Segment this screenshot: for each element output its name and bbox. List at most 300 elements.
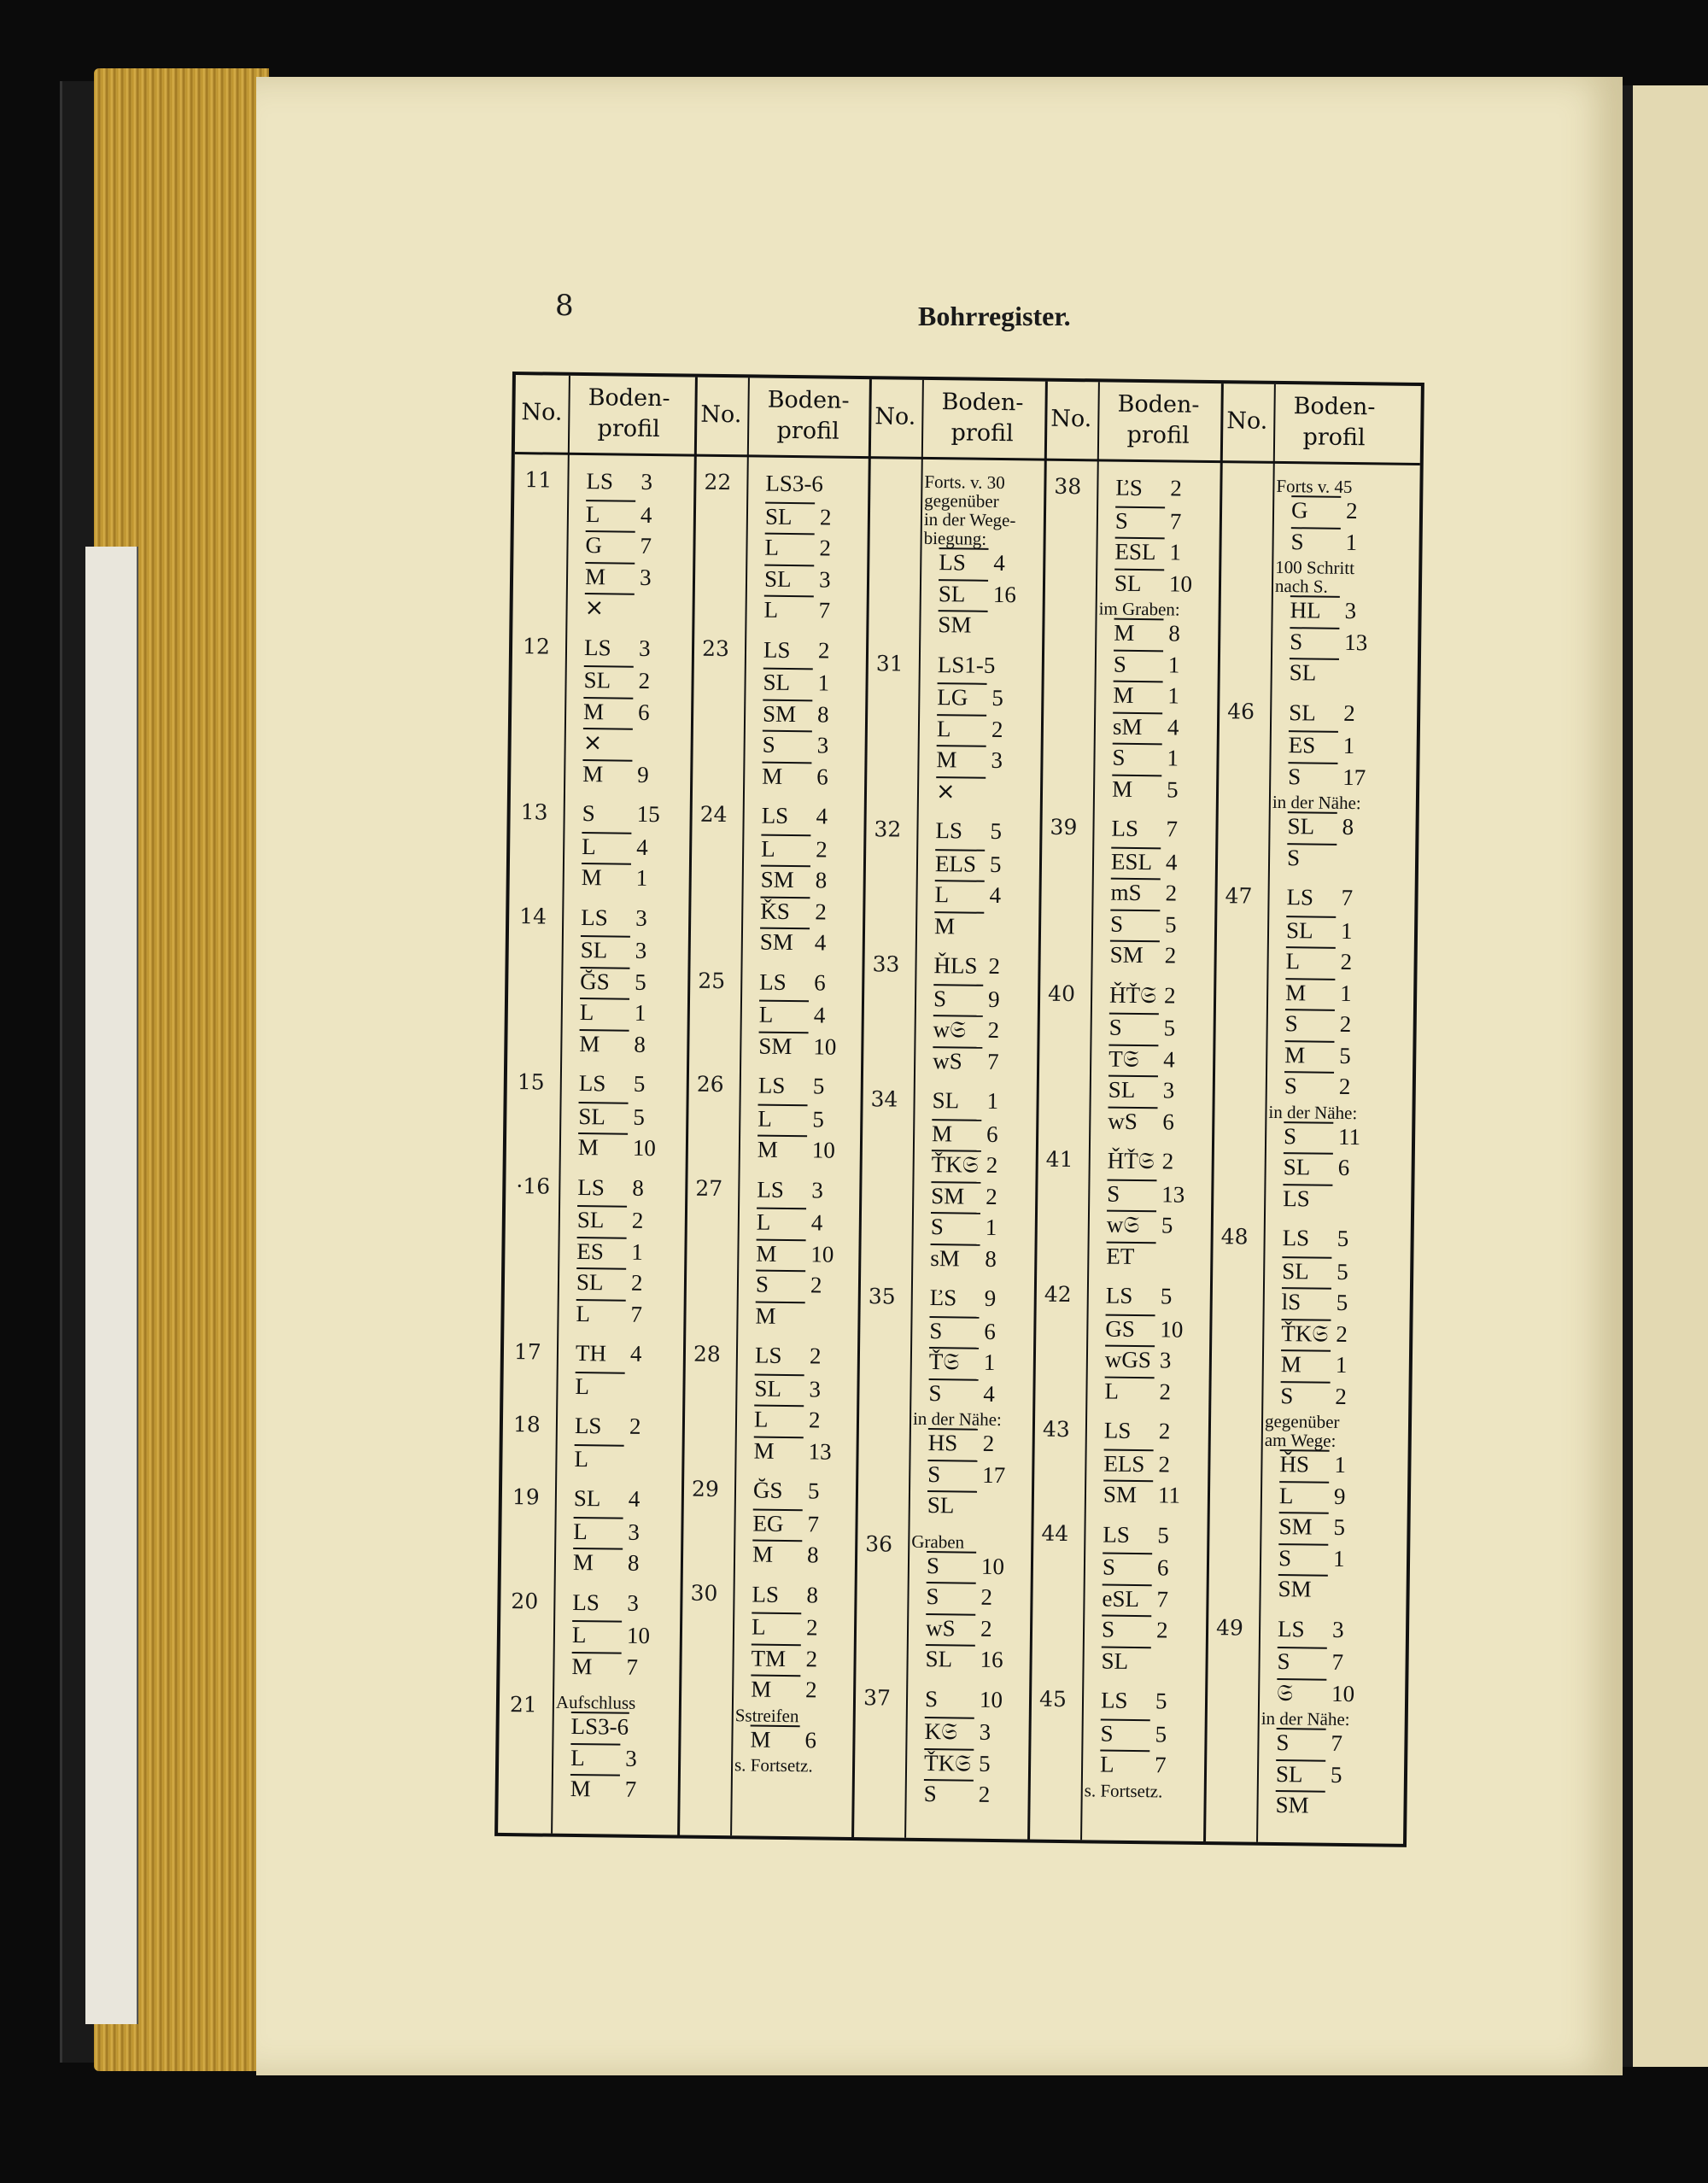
- layer-symbol: LS: [1282, 1225, 1310, 1251]
- borehole-number: 47: [1225, 883, 1253, 909]
- layer-symbol: LS: [574, 1412, 602, 1439]
- layer-thickness: 10: [813, 1033, 837, 1060]
- layer-thickness: 2: [1159, 1378, 1172, 1405]
- header-bodenprofil: [568, 376, 690, 453]
- profile-layer: [584, 593, 634, 622]
- layer-symbol: ȞŤ𝔖: [1108, 981, 1157, 1008]
- layer-thickness: 3: [635, 937, 647, 963]
- profile-layer: [937, 682, 1003, 711]
- profile-layer: [754, 1405, 821, 1434]
- profile-layer: [1104, 1418, 1171, 1445]
- layer-thickness: 13: [808, 1437, 832, 1465]
- header-no: No.: [521, 399, 563, 426]
- profile-layer: [755, 1301, 804, 1330]
- layer-thickness: 2: [1163, 981, 1176, 1009]
- layer-symbol: S: [1110, 909, 1160, 938]
- layer-symbol: S: [1107, 1179, 1156, 1208]
- borehole-number: 12: [522, 633, 551, 659]
- profile-layer: [936, 776, 986, 805]
- layer-symbol: M: [1113, 681, 1162, 710]
- layer-symbol: L: [757, 1103, 807, 1132]
- header-no: No.: [1050, 405, 1092, 433]
- layer-thickness: 1: [985, 1214, 997, 1241]
- profile-layer: [752, 1540, 819, 1569]
- layer-thickness: 6: [1162, 1108, 1175, 1135]
- layer-symbol: sM: [1113, 711, 1162, 740]
- profile-layer: [753, 1478, 820, 1505]
- layer-thickness: 3: [628, 1519, 640, 1545]
- profile-layer: [1290, 658, 1339, 687]
- profile-layer: [938, 610, 987, 639]
- layer-thickness: 3: [1344, 597, 1357, 624]
- layer-thickness: 2: [817, 636, 830, 664]
- layer-symbol: in der Nähe:: [1268, 1101, 1358, 1123]
- header-bodenprofil: [1097, 382, 1220, 459]
- layer-thickness: 1: [1345, 529, 1358, 555]
- layer-thickness: 2: [819, 535, 832, 561]
- profile-layer: [575, 1413, 641, 1440]
- profile-layer: [1107, 1210, 1173, 1240]
- profile-layer: [1103, 1553, 1169, 1582]
- layer-thickness: 2: [809, 1343, 822, 1369]
- header-bodenprofil-line2: profil: [597, 415, 660, 443]
- layer-symbol: 𝔖: [1277, 1678, 1326, 1708]
- layer-symbol: S: [924, 1685, 939, 1712]
- layer-symbol: S: [1290, 627, 1339, 656]
- layer-symbol: L: [1100, 1750, 1149, 1779]
- layer-thickness: 8: [627, 1549, 640, 1576]
- borehole-number: 27: [695, 1175, 723, 1201]
- layer-symbol: in der Nähe:: [1272, 791, 1361, 814]
- profile-layer: [1105, 1314, 1183, 1343]
- layer-symbol: L: [575, 1371, 624, 1400]
- layer-symbol: SL: [1290, 658, 1339, 687]
- profile-note: [734, 1755, 813, 1775]
- profile-layer: [752, 1508, 819, 1537]
- layer-thickness: 10: [811, 1137, 836, 1163]
- layer-symbol: SM: [763, 699, 812, 728]
- no-column-rule: [904, 380, 924, 1838]
- header-bodenprofil-line2: profil: [951, 419, 1014, 448]
- header-no: No.: [1226, 407, 1268, 435]
- layer-symbol: S: [926, 1582, 975, 1611]
- layer-thickness: 8: [816, 700, 829, 728]
- no-column-rule: [730, 377, 750, 1835]
- layer-symbol: L: [759, 1000, 809, 1029]
- layer-symbol: L: [582, 832, 631, 861]
- layer-symbol: M: [579, 1029, 629, 1058]
- borehole-number: 40: [1047, 980, 1076, 1006]
- layer-symbol: LS: [583, 634, 611, 660]
- layer-thickness: 8: [985, 1245, 997, 1272]
- profile-layer: [758, 1031, 836, 1060]
- layer-symbol: SL: [765, 501, 815, 530]
- layer-symbol: SM: [761, 865, 810, 894]
- profile-layer: [570, 1712, 629, 1741]
- layer-thickness: 7: [1331, 1648, 1344, 1676]
- layer-symbol: Sstreifen: [734, 1704, 799, 1726]
- layer-symbol: L: [572, 1620, 622, 1649]
- layer-thickness: 2: [805, 1645, 818, 1671]
- profile-layer: [574, 1443, 623, 1472]
- layer-symbol: M: [578, 1132, 628, 1162]
- layer-symbol: SL: [573, 1484, 601, 1512]
- profile-layer: [581, 904, 647, 932]
- profile-layer: [1290, 627, 1367, 656]
- layer-thickness: 2: [638, 667, 651, 694]
- profile-note: [1265, 1412, 1340, 1431]
- profile-layer: [1283, 1152, 1349, 1181]
- profile-layer: [1111, 816, 1178, 843]
- layer-thickness: 8: [806, 1542, 819, 1568]
- profile-layer: [1282, 1256, 1348, 1285]
- layer-symbol: L: [761, 834, 810, 863]
- layer-symbol: SM: [931, 1181, 980, 1210]
- profile-layer: [1286, 916, 1353, 945]
- profile-layer: [761, 865, 828, 894]
- profile-layer: [1280, 1381, 1347, 1410]
- header-bodenprofil: [921, 380, 1044, 457]
- layer-symbol: M: [753, 1436, 803, 1465]
- profile-layer: [937, 714, 1003, 743]
- profile-layer: [576, 1267, 643, 1296]
- profile-layer: [1115, 506, 1182, 535]
- layer-thickness: 1: [817, 670, 830, 696]
- profile-layer: [580, 998, 646, 1027]
- layer-symbol: wGS: [1105, 1345, 1155, 1374]
- layer-symbol: S: [1288, 762, 1337, 791]
- layer-thickness: 5: [1155, 1720, 1167, 1747]
- layer-symbol: 100 Schritt: [1275, 556, 1355, 579]
- profile-layer: [1109, 981, 1176, 1010]
- layer-thickness: 5: [1330, 1761, 1342, 1788]
- borehole-number: 25: [698, 968, 726, 993]
- layer-thickness: 8: [815, 867, 828, 893]
- layer-symbol: L: [934, 880, 984, 909]
- profile-note: [1275, 558, 1354, 577]
- layer-symbol: S: [927, 1460, 977, 1489]
- borehole-number: 20: [511, 1588, 539, 1613]
- borehole-number: ·16: [516, 1173, 551, 1199]
- layer-thickness: 1: [635, 864, 648, 891]
- layer-thickness: 2: [986, 1183, 997, 1209]
- layer-thickness: 3: [640, 468, 653, 495]
- layer-symbol: Forts v. 45: [1276, 475, 1353, 498]
- layer-symbol: LS: [1100, 1687, 1128, 1713]
- profile-layer: [931, 1212, 997, 1241]
- layer-symbol: ŤK𝔖: [1281, 1319, 1331, 1349]
- profile-layer: [934, 880, 1001, 909]
- layer-symbol: S: [1112, 743, 1161, 772]
- profile-layer: [934, 911, 984, 940]
- layer-symbol: gegenüber: [924, 489, 999, 512]
- layer-symbol: M: [934, 911, 984, 940]
- layer-symbol: SL: [927, 1490, 977, 1519]
- profile-layer: [583, 697, 650, 726]
- layer-symbol: TM: [751, 1643, 800, 1672]
- profile-layer: [570, 1742, 637, 1771]
- profile-layer: [932, 1087, 998, 1115]
- layer-symbol: ĽS: [1115, 474, 1144, 501]
- layer-symbol: M: [585, 562, 635, 591]
- profile-layer: [1106, 1283, 1173, 1310]
- layer-symbol: wS: [933, 1046, 982, 1075]
- profile-layer: [584, 635, 651, 662]
- layer-thickness: 5: [1339, 1042, 1351, 1068]
- layer-symbol: SL: [764, 564, 814, 593]
- layer-thickness: 3: [1159, 1347, 1172, 1373]
- layer-thickness: 1: [1167, 745, 1179, 771]
- layer-symbol: SL: [1286, 916, 1336, 945]
- profile-layer: [1291, 495, 1358, 524]
- profile-layer: [1113, 681, 1179, 710]
- layer-thickness: 5: [633, 1103, 646, 1130]
- layer-thickness: 1: [983, 1349, 996, 1375]
- header-bodenprofil-line2: profil: [776, 417, 839, 445]
- layer-symbol: im Graben:: [1098, 598, 1180, 620]
- layer-thickness: 2: [805, 1614, 818, 1641]
- header-bodenprofil-line1: Boden-: [588, 384, 670, 413]
- layer-symbol: SL: [1283, 1152, 1332, 1181]
- profile-layer: [1284, 1121, 1360, 1150]
- layer-thickness: 2: [1155, 1617, 1168, 1643]
- borehole-number: 14: [519, 903, 547, 929]
- layer-thickness: 7: [640, 532, 652, 559]
- layer-thickness: 10: [980, 1553, 1005, 1579]
- layer-symbol: ȞS: [1279, 1449, 1329, 1478]
- layer-symbol: S: [1276, 1728, 1325, 1757]
- profile-layer: [573, 1516, 640, 1545]
- layer-symbol: LS: [1277, 1615, 1305, 1642]
- profile-layer: [761, 803, 828, 830]
- layer-thickness: 3: [979, 1718, 991, 1745]
- layer-symbol: ES: [1289, 730, 1338, 759]
- layer-symbol: M: [751, 1675, 800, 1704]
- profile-layer: [1281, 1349, 1348, 1378]
- profile-note: [913, 1409, 1002, 1429]
- header-bodenprofil-line1: Boden-: [941, 389, 1024, 417]
- profile-layer: [928, 1428, 995, 1457]
- layer-symbol: L: [752, 1612, 801, 1642]
- layer-symbol: L: [573, 1516, 623, 1545]
- layer-symbol: T𝔖: [1108, 1044, 1158, 1074]
- layer-thickness: 2: [629, 1413, 641, 1439]
- profile-layer: [1103, 1449, 1170, 1478]
- header-bodenprofil-line1: Boden-: [1117, 390, 1200, 418]
- layer-symbol: L: [754, 1405, 804, 1434]
- layer-thickness: 3: [1162, 1077, 1175, 1103]
- layer-thickness: 1: [986, 1087, 999, 1115]
- layer-symbol: M: [1114, 618, 1163, 647]
- layer-thickness: 6: [1337, 1154, 1350, 1181]
- layer-symbol: M: [757, 1135, 807, 1164]
- layer-thickness: 8: [806, 1581, 819, 1607]
- layer-symbol: in der Wege-: [923, 508, 1016, 531]
- profile-layer: [586, 468, 652, 495]
- layer-thickness: 5: [812, 1073, 825, 1099]
- no-column-rule: [1080, 382, 1100, 1840]
- layer-symbol: K𝔖: [924, 1717, 974, 1747]
- layer-symbol: S: [1102, 1615, 1151, 1644]
- layer-thickness: 3: [639, 564, 652, 590]
- layer-thickness: 16: [980, 1646, 1003, 1673]
- layer-symbol: SL: [763, 668, 812, 697]
- layer-symbol: ESL: [1114, 537, 1164, 566]
- profile-layer: [764, 564, 831, 593]
- profile-layer: [936, 745, 1003, 774]
- layer-symbol: S: [1290, 527, 1340, 556]
- layer-thickness: 1: [634, 999, 646, 1026]
- layer-symbol: M: [756, 1238, 805, 1267]
- layer-symbol: SL: [576, 1267, 626, 1296]
- layer-thickness: 5: [991, 684, 1004, 711]
- layer-thickness: 7: [986, 1048, 999, 1074]
- layer-symbol: SL: [1287, 811, 1337, 840]
- profile-layer: [1277, 1647, 1343, 1676]
- layer-thickness: 4: [993, 549, 1005, 576]
- profile-layer: [751, 1643, 817, 1672]
- borehole-number: 41: [1045, 1146, 1073, 1173]
- layer-symbol: ELS: [935, 849, 985, 878]
- profile-layer: [577, 1174, 644, 1202]
- profile-layer: [1105, 1345, 1172, 1374]
- layer-symbol: L: [570, 1742, 620, 1771]
- layer-thickness: 7: [1169, 507, 1182, 535]
- profile-layer: [928, 1378, 995, 1408]
- borehole-number: 30: [690, 1580, 718, 1606]
- profile-note: [1276, 477, 1352, 496]
- borehole-number: 35: [868, 1284, 896, 1309]
- layer-symbol: S: [1277, 1647, 1326, 1676]
- profile-layer: [754, 1373, 821, 1402]
- borehole-number: 17: [513, 1339, 541, 1365]
- layer-symbol: biegung:: [923, 527, 987, 549]
- profile-layer: [1290, 527, 1357, 556]
- layer-thickness: 9: [1333, 1483, 1346, 1509]
- layer-thickness: 2: [1161, 1148, 1174, 1174]
- layer-symbol: L: [764, 533, 814, 562]
- layer-thickness: 2: [987, 1016, 1000, 1044]
- profile-layer: [1108, 1044, 1175, 1074]
- layer-symbol: S: [1285, 1009, 1335, 1038]
- layer-symbol: LS: [939, 547, 988, 576]
- layer-thickness: 6: [637, 699, 650, 725]
- layer-thickness: 2: [1170, 475, 1183, 501]
- profile-layer: [757, 1135, 835, 1164]
- profile-layer: [572, 1620, 650, 1649]
- profile-layer: [1108, 1013, 1175, 1042]
- profile-layer: [929, 1316, 996, 1345]
- profile-layer: [925, 1644, 1003, 1673]
- layer-symbol: in der Nähe:: [1261, 1707, 1350, 1730]
- layer-symbol: LS: [763, 636, 791, 663]
- layer-thickness: 7: [807, 1510, 820, 1536]
- borehole-number: 26: [696, 1071, 724, 1097]
- profile-layer: [577, 1205, 644, 1234]
- layer-symbol: ĞS: [580, 967, 629, 996]
- profile-layer: [578, 1132, 656, 1162]
- layer-thickness: 3: [811, 1176, 824, 1203]
- profile-note: [1085, 1781, 1163, 1800]
- layer-symbol: M: [1281, 1349, 1331, 1378]
- borehole-number: 19: [512, 1484, 540, 1510]
- layer-thickness: 1: [1335, 1351, 1348, 1378]
- layer-symbol: L: [574, 1443, 623, 1472]
- layer-symbol: M: [573, 1548, 623, 1577]
- layer-thickness: 17: [982, 1461, 1006, 1488]
- profile-layer: [763, 668, 829, 697]
- layer-thickness: 5: [633, 1070, 646, 1097]
- layer-thickness: 5: [978, 1750, 991, 1776]
- profile-layer: [759, 969, 826, 996]
- borehole-number: 43: [1042, 1416, 1070, 1443]
- profile-layer: [1114, 537, 1181, 566]
- layer-symbol: S: [928, 1378, 978, 1408]
- layer-symbol: mS: [1110, 878, 1160, 907]
- profile-layer: [752, 1581, 818, 1608]
- profile-layer: [578, 1102, 645, 1131]
- layer-symbol: M: [755, 1301, 804, 1330]
- layer-thickness: 6: [814, 969, 826, 996]
- layer-thickness: 10: [810, 1240, 834, 1267]
- layer-thickness: 2: [1158, 1450, 1171, 1478]
- layer-symbol: LS: [757, 1176, 785, 1203]
- layer-symbol: LS: [1111, 815, 1139, 841]
- layer-thickness: 10: [1168, 570, 1193, 597]
- layer-thickness: 5: [807, 1478, 820, 1504]
- layer-thickness: 2: [986, 1151, 998, 1179]
- layer-symbol: LS: [577, 1173, 605, 1200]
- profile-layer: [582, 863, 648, 892]
- profile-layer: [1103, 1521, 1169, 1548]
- profile-layer: [1108, 1148, 1174, 1176]
- layer-thickness: 2: [631, 1207, 644, 1233]
- layer-symbol: G: [1291, 495, 1341, 524]
- layer-symbol: SL: [1108, 1075, 1158, 1104]
- borehole-number: 48: [1220, 1224, 1249, 1250]
- layer-thickness: 3: [627, 1589, 640, 1616]
- layer-thickness: 8: [632, 1174, 645, 1201]
- profile-layer: [580, 967, 646, 996]
- profile-layer: [762, 730, 828, 759]
- profile-layer: [757, 1103, 824, 1132]
- profile-layer: [582, 832, 648, 861]
- layer-thickness: 1: [1340, 917, 1353, 944]
- profile-layer: [1287, 843, 1337, 872]
- layer-symbol: LS: [1105, 1282, 1133, 1308]
- layer-thickness: 8: [634, 1031, 646, 1057]
- layer-symbol: S: [927, 1551, 976, 1580]
- profile-layer: [1281, 1319, 1348, 1349]
- borehole-number: 29: [691, 1476, 720, 1502]
- profile-note: [1265, 1431, 1337, 1450]
- layer-symbol: LS1-5: [937, 651, 996, 678]
- profile-layer: [572, 1589, 639, 1616]
- layer-thickness: 4: [813, 1002, 826, 1028]
- layer-symbol: sM: [930, 1244, 980, 1273]
- borehole-number: 18: [512, 1412, 541, 1437]
- layer-thickness: 2: [982, 1430, 995, 1456]
- profile-layer: [1110, 940, 1177, 969]
- profile-layer: [933, 952, 1000, 980]
- profile-layer: [927, 1490, 977, 1519]
- layer-symbol: SL: [754, 1373, 804, 1402]
- layer-thickness: 5: [1155, 1688, 1167, 1714]
- profile-layer: [1101, 1688, 1167, 1715]
- profile-layer: [575, 1371, 624, 1400]
- profile-layer: [755, 1343, 822, 1370]
- profile-layer: [585, 530, 652, 559]
